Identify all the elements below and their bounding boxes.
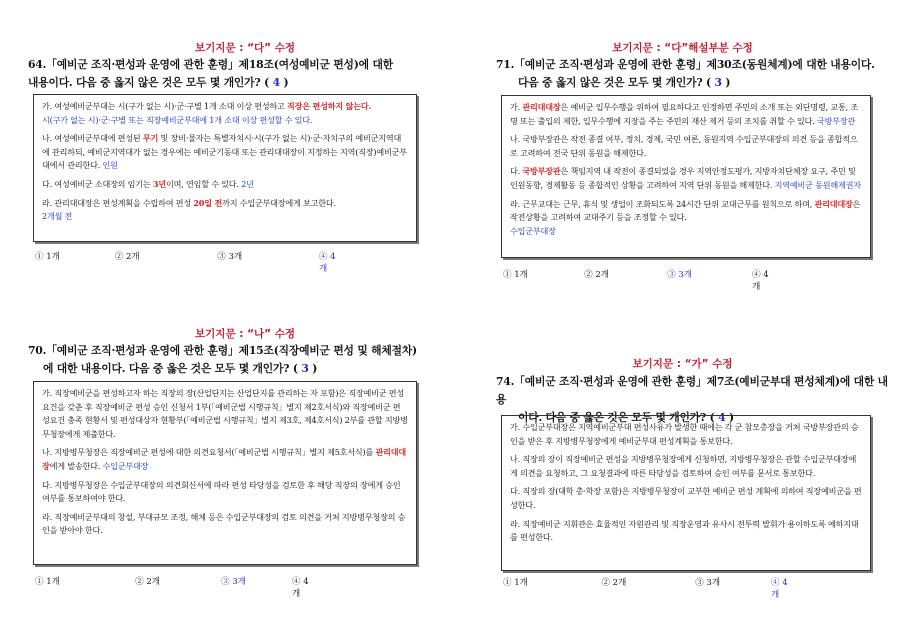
statement-box: [501, 415, 871, 571]
question-stem: 64.「예비군 조직·편성과 운영에 관한 훈령」제18조(여성예비군 편성)에 대한 내용이다. 다음 중 옳지 않은 것은 모두 몇 개인가? ( 4 ): [28, 58, 393, 89]
choice-2[interactable]: ② 2개: [135, 577, 160, 587]
question-stem: 71.「예비군 조직·편성과 운영에 관한 훈령」제30조(동원체계)에 대한 내용이다. 다음 중 옳지 않은 것은 모두 몇 개인가? ( 3 ): [496, 58, 875, 89]
statement-na: 나. 지방병무청장은 직장예비군 편성에 대한 의견요청서(「예비군법 시행규칙」별지 제5호서식)를 관리대대장에게 발송한다. 수입군부대장: [42, 447, 406, 471]
correction: 수입군부대장: [102, 460, 149, 471]
choice-2[interactable]: ② 2개: [584, 270, 609, 280]
correction: 2년: [241, 178, 254, 189]
statement-box: [501, 95, 871, 258]
statement-na: 나. 국방부장관은 작전 종결 여부, 정치, 경제, 국민 여론, 동원지역 수입군부대장의 의견 등을 종합적으로 고려하여 전국 단위 동원을 해제한다.: [510, 134, 858, 158]
choice-2[interactable]: ② 2개: [114, 252, 140, 262]
revision-note: 보기지문 : “가” 수정: [632, 358, 733, 370]
choice-1[interactable]: ① 1개: [35, 252, 60, 262]
statement-box: [33, 94, 417, 242]
answer: 4: [718, 411, 726, 424]
correction: 국방부장관: [817, 115, 856, 126]
statement-na: 나. 여성예비군부대에 편성된 무기 및 장비·물자는 특별자치시·시(구가 없는 시)·군·자치구의 예비군지역대에 관리하되, 예비군지역대가 없는 경우에는 예비군기동대 또는 관리대대장이 지정하는 지역(직장)예비군부대에서 관리한다. 인원: [42, 133, 407, 171]
choice-1[interactable]: ① 1개: [35, 577, 60, 587]
correction: 수입군부대장: [510, 225, 556, 236]
statement-ra: 라. 근무교대는 근무, 휴식 및 생업이 조화되도록 24시간 단위 교대근무를 원칙으로 하며, 관리대대장은 작전상황을 고려하여 교대주기 등을 조정할 수 있다. 수입군부대장: [510, 198, 861, 236]
choice-3[interactable]: ③ 3개: [667, 270, 692, 280]
choice-list: [35, 575, 316, 599]
statement-na: 나. 직장의 장이 직장예비군 편성을 지방병무청장에게 신청하면, 지방병무청장은 관할 수입군부대장에게 의견을 요청하고, 그 요청결과에 따른 타당성을 검토하여 승인 여부를 문서로 통보한다.: [510, 454, 857, 478]
choice-3[interactable]: ③ 3개: [695, 578, 721, 588]
choice-3[interactable]: ③ 3개: [221, 577, 246, 587]
choice-4[interactable]: ④ 4개: [318, 252, 336, 274]
choice-1[interactable]: ① 1개: [503, 578, 528, 588]
statement-ga: 가. 관리대대장은 예비군 입무수행을 위하여 필요하다고 인정하면 주민의 소개 또는 외단명령, 교통, 조명 또는 출입의 제한, 입무수행에 지장을 주는 주민의 재산 제거 등의 조치를 취할 수 있다. 국방부장관: [510, 102, 858, 126]
statement-ra: 라. 관리대대장은 편성계획을 수립하여 편성 20일 전까지 수입군부대장에게 보고한다. 2개월 전: [42, 197, 336, 222]
statement-ga: 가. 직장예비군을 편성하고자 하는 직장의 장(산업단지는 산업단지를 관리하는 자 포함)은 직장예비군 편성요건을 갖춘 후 직장예비군 편성 승인 신청서 1부(「예비군법 시행규칙」별지 제2호서식)와 직장예비군 편성요건 충족 현황서 및 편성대상자 현황부(「예비군법 시행규칙」별지 제3호, 제4호서식) 2부를 관할 지방병무청장에게 제출한다.: [42, 388, 408, 439]
choice-4[interactable]: ④ 4개: [771, 578, 788, 600]
choice-3[interactable]: ③ 3개: [217, 252, 243, 262]
choice-2[interactable]: ② 2개: [601, 578, 627, 588]
statement-ra: 라. 직장예비군 지휘관은 효율적인 자원관리 및 직장운영과 유사시 전투력 발휘가 용이하도록 예하지대를 편성한다.: [510, 518, 859, 543]
statement-ga: 가. 수입군부대장은 지역예비군부대 편성사유가 발생한 때에는 각 군 참모총장을 거쳐 국방부장관의 승인을 받은 후 지방병무청장에게 예비군부대 편성계획을 통보한다.: [510, 422, 859, 446]
statement-da: 다. 직장의 장(대학 총·학장 포함)은 지방병무청장이 교부한 예비군 편성 계획에 의하여 직장예비군을 편성한다.: [510, 486, 862, 510]
correction: 2개월 전: [42, 211, 73, 222]
revision-note: 보기지문 : “나” 수정: [195, 328, 295, 340]
choice-1[interactable]: ① 1개: [503, 270, 528, 280]
choice-list: [503, 268, 776, 292]
revision-note: 보기지문 : “다”해설부분 수정: [612, 42, 753, 54]
choice-list: [35, 250, 343, 274]
choice-4[interactable]: ④ 4개: [752, 270, 769, 292]
answer: 4: [272, 76, 280, 89]
statement-ga: 가. 여성예비군부대는 시(구가 없는 시)·군·구별 1개 소대 이상 편성하고 직장은 편성하지 않는다. 시(구가 없는 시)·군·구별 또는 직장예비군부대에 1개 소대 이상 편성할 수 있다.: [42, 101, 372, 125]
statement-box: [33, 381, 417, 565]
answer: 3: [301, 362, 309, 375]
statement-da: 다. 국방부장관은 책임지역 내 작전이 종결되었을 경우 지역안정도평가, 지방자치단체장 요구, 주민 및 인원동향, 경제활동 등 종합적인 상황을 고려하여 지역 단위 동원을 해제한다. 지역예비군 동원해제권자: [510, 166, 861, 190]
choice-list: [503, 576, 795, 600]
statement-da: 다. 지방병무청장은 수입군부대장의 의견회신서에 따라 편성 타당성을 검토한 후 해당 직장의 장에게 승인 여부를 통보하여야 한다.: [42, 479, 401, 504]
answer: 3: [714, 76, 722, 89]
correction: 지역예비군 동원해제권자: [774, 179, 861, 190]
statement-da: 다. 여성예비군 소대장의 임기는 3년이며, 연임할 수 있다. 2년: [42, 178, 254, 189]
choice-4[interactable]: ④ 4개: [292, 577, 309, 599]
statement-ra: 라. 직장예비군부대의 창설, 부대규모 조정, 해체 등은 수입군부대장의 검토 의견을 거쳐 지방병무청장의 승인을 받아야 한다.: [42, 511, 406, 536]
revision-note: 보기지문 : “다” 수정: [195, 42, 295, 54]
correction: 시(구가 없는 시)·군·구별 또는 직장예비군부대에 1개 소대 이상 편성할 수 있다.: [42, 114, 313, 125]
question-stem: 74.「예비군 조직·편성과 운영에 관한 훈령」제7조(예비군부대 편성체계)에 대한 내용 이다. 다음 중 옳은 것은 모두 몇 개인가? ( 4 ): [496, 375, 888, 424]
question-stem: 70.「예비군 조직·편성과 운영에 관한 훈령」제15조(직장예비군 편성 및 해체절차) 에 대한 내용이다. 다음 중 옳은 것은 모두 몇 개인가? ( 3 ): [28, 344, 417, 375]
correction: 인원: [102, 160, 118, 171]
